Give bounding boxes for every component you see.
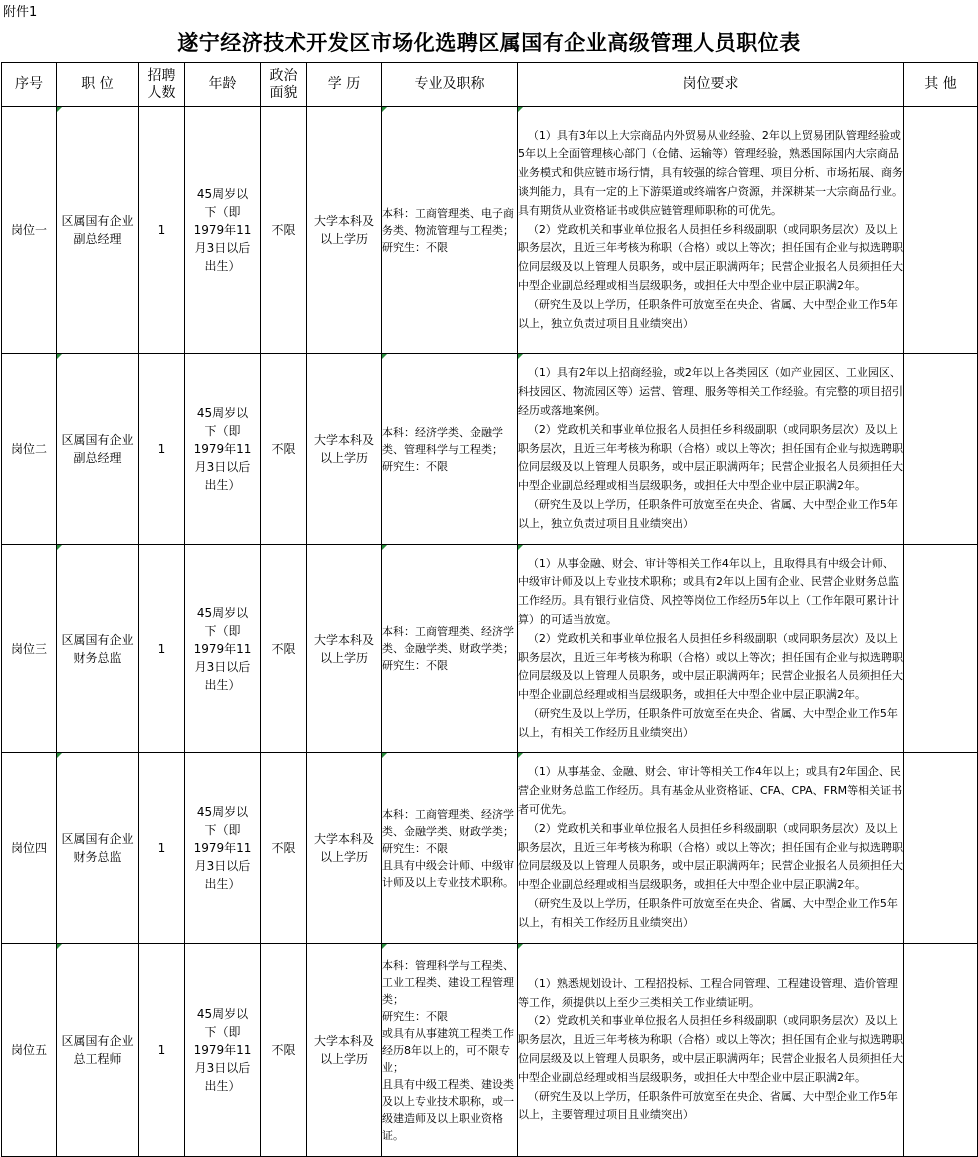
table-row <box>2 753 978 944</box>
row-requirements <box>518 354 904 545</box>
cell-marker <box>57 545 62 550</box>
cell-marker <box>382 545 387 550</box>
row-recruit-count: 1 <box>139 354 185 545</box>
table-body <box>2 107 978 1157</box>
requirement-paragraph: （1）熟悉规划设计、工程招投标、工程合同管理、工程建设管理、造价管理等工作，须提供以上至少三类相关工作业绩证明。 <box>518 976 898 1009</box>
row-other <box>904 545 978 753</box>
requirement-paragraph: （研究生及以上学历，任职条件可放宽至在央企、省属、大中型企业工作5年以上，独立负责过项目且业绩突出） <box>518 497 898 530</box>
header-row <box>2 63 978 107</box>
row-major <box>382 107 518 354</box>
row-recruit-count: 1 <box>139 944 185 1157</box>
requirement-paragraph: （研究生及以上学历，任职条件可放宽至在央企、省属、大中型企业工作5年以上，主要管理过项目且业绩突出） <box>518 1089 898 1122</box>
row-number: 岗位三 <box>2 545 57 753</box>
row-recruit-count: 1 <box>139 753 185 944</box>
cell-marker <box>518 753 523 758</box>
major-line: 本科：经济学类、金融学类、管理科学与工程类； <box>382 425 503 456</box>
row-recruit-count: 1 <box>139 107 185 354</box>
row-position: 区属国有企业副总经理 <box>57 107 139 354</box>
row-age: 45周岁以下（即1979年11月3日以后出生） <box>185 753 261 944</box>
row-requirements <box>518 753 904 944</box>
row-other <box>904 753 978 944</box>
requirement-paragraph: （2）党政机关和事业单位报名人员担任乡科级副职（或同职务层次）及以上职务层次，且近三年考核为称职（合格）或以上等次；担任国有企业与拟选聘职位同层级及以上管理人员职务，或中层正职满两年；民营企业报名人员须担任大中型企业副总经理或相当层级职务，或担任大中型企业中层正职满2年。 <box>518 222 903 292</box>
row-major <box>382 753 518 944</box>
row-political: 不限 <box>261 107 307 354</box>
major-line: 研究生：不限 <box>382 841 448 855</box>
row-political: 不限 <box>261 545 307 753</box>
cell-marker <box>518 354 523 359</box>
cell-marker <box>382 354 387 359</box>
cell-marker <box>382 753 387 758</box>
row-other <box>904 107 978 354</box>
cell-marker <box>518 944 523 949</box>
header-political: 政治 面貌 <box>261 63 307 107</box>
requirement-paragraph: （2）党政机关和事业单位报名人员担任乡科级副职（或同职务层次）及以上职务层次，且近三年考核为称职（合格）或以上等次；担任国有企业与拟选聘职位同层级及以上管理人员职务，或中层正职满两年；民营企业报名人员须担任大中型企业副总经理或相当层级职务，或担任大中型企业中层正职满2年。 <box>518 1014 903 1084</box>
row-position: 区属国有企业总工程师 <box>57 944 139 1157</box>
cell-marker <box>382 944 387 949</box>
row-age: 45周岁以下（即1979年11月3日以后出生） <box>185 354 261 545</box>
row-requirements <box>518 944 904 1157</box>
row-education: 大学本科及以上学历 <box>307 753 382 944</box>
major-line: 研究生：不限 <box>382 240 448 254</box>
requirement-paragraph: （研究生及以上学历，任职条件可放宽至在央企、省属、大中型企业工作5年以上，有相关工作经历且业绩突出） <box>518 896 898 929</box>
row-major <box>382 944 518 1157</box>
table-row <box>2 107 978 354</box>
requirement-paragraph: （研究生及以上学历，任职条件可放宽至在央企、省属、大中型企业工作5年以上，独立负责过项目且业绩突出） <box>518 297 898 330</box>
row-age: 45周岁以下（即1979年11月3日以后出生） <box>185 545 261 753</box>
header-position: 职 位 <box>57 63 139 107</box>
row-other <box>904 944 978 1157</box>
requirement-paragraph: （1）从事金融、财会、审计等相关工作4年以上，且取得具有中级会计师、中级审计师及以上专业技术职称；或具有2年以上国有企业、民营企业财务总监工作经历。具有银行业信贷、风控等岗位工作经历5年以上（工作年限可累计计算）的可适当放宽。 <box>518 556 899 626</box>
row-education: 大学本科及以上学历 <box>307 545 382 753</box>
cell-marker <box>518 545 523 550</box>
major-line: 本科：管理科学与工程类、工业工程类、建设工程管理类； <box>382 958 514 1006</box>
row-position: 区属国有企业财务总监 <box>57 545 139 753</box>
header-recruit-count: 招聘 人数 <box>139 63 185 107</box>
row-recruit-count: 1 <box>139 545 185 753</box>
row-political: 不限 <box>261 753 307 944</box>
requirement-paragraph: （2）党政机关和事业单位报名人员担任乡科级副职（或同职务层次）及以上职务层次，且近三年考核为称职（合格）或以上等次；担任国有企业与拟选聘职位同层级及以上管理人员职务，或中层正职满两年；民营企业报名人员须担任大中型企业副总经理或相当层级职务，或担任大中型企业中层正职满2年。 <box>518 631 903 702</box>
row-number: 岗位四 <box>2 753 57 944</box>
row-other <box>904 354 978 545</box>
cell-marker <box>382 107 387 112</box>
major-line: 且具有中级工程类、建设类及以上专业技术职称，或一级建造师及以上职业资格证。 <box>382 1077 514 1142</box>
major-line: 且具有中级会计师、中级审计师及以上专业技术职称。 <box>382 858 514 889</box>
cell-marker <box>57 944 62 949</box>
row-position: 区属国有企业副总经理 <box>57 354 139 545</box>
requirement-paragraph: （1）具有3年以上大宗商品内外贸易从业经验、2年以上贸易团队管理经验或5年以上全面管理核心部门（仓储、运输等）管理经验，熟悉国际国内大宗商品业务模式和供应链市场行情，具有较强的综合管理、项目分析、市场拓展、商务谈判能力，具有一定的上下游渠道或终端客户资源，并深耕某一大宗商品行业。具有期货从业资格证书或供应链管理师职称的可优先。 <box>518 128 903 217</box>
cell-marker <box>57 753 62 758</box>
row-age: 45周岁以下（即1979年11月3日以后出生） <box>185 107 261 354</box>
row-number: 岗位五 <box>2 944 57 1157</box>
major-line: 研究生：不限 <box>382 1009 448 1023</box>
major-line: 研究生：不限 <box>382 459 448 473</box>
requirement-paragraph: （1）从事基金、金融、财会、审计等相关工作4年以上；或具有2年国企、民营企业财务总监工作经历。具有基金从业资格证、CFA、CPA、FRM等相关证书者可优先。 <box>518 765 903 816</box>
row-education: 大学本科及以上学历 <box>307 944 382 1157</box>
major-line: 或具有从事建筑工程类工作经历8年以上的，可不限专业； <box>382 1026 514 1074</box>
header-other: 其 他 <box>904 63 978 107</box>
row-requirements <box>518 545 904 753</box>
requirement-paragraph: （2）党政机关和事业单位报名人员担任乡科级副职（或同职务层次）及以上职务层次，且近三年考核为称职（合格）或以上等次；担任国有企业与拟选聘职位同层级及以上管理人员职务，或中层正职满两年；民营企业报名人员须担任大中型企业副总经理或相当层级职务，或担任大中型企业中层正职满2年。 <box>518 821 903 892</box>
cell-marker <box>518 107 523 112</box>
row-education: 大学本科及以上学历 <box>307 107 382 354</box>
requirement-paragraph: （2）党政机关和事业单位报名人员担任乡科级副职（或同职务层次）及以上职务层次，且近三年考核为称职（合格）或以上等次；担任国有企业与拟选聘职位同层级及以上管理人员职务，或中层正职满两年；民营企业报名人员须担任大中型企业副总经理或相当层级职务，或担任大中型企业中层正职满2年。 <box>518 422 903 493</box>
major-line: 本科：工商管理类、电子商务类、物流管理与工程类； <box>382 206 514 237</box>
row-major <box>382 354 518 545</box>
requirement-paragraph: （研究生及以上学历，任职条件可放宽至在央企、省属、大中型企业工作5年以上，有相关工作经历且业绩突出） <box>518 706 898 739</box>
header-requirements: 岗位要求 <box>518 63 904 107</box>
row-political: 不限 <box>261 354 307 545</box>
major-line: 本科：工商管理类、经济学类、金融学类、财政学类； <box>382 625 514 655</box>
major-line: 本科：工商管理类、经济学类、金融学类、财政学类； <box>382 807 514 838</box>
row-education: 大学本科及以上学历 <box>307 354 382 545</box>
row-age: 45周岁以下（即1979年11月3日以后出生） <box>185 944 261 1157</box>
requirement-paragraph: （1）具有2年以上招商经验，或2年以上各类园区（如产业园区、工业园区、科技园区、物流园区等）运营、管理、服务等相关工作经验。有完整的项目招引经历或落地案例。 <box>518 366 903 417</box>
position-table <box>1 62 978 1157</box>
row-number: 岗位一 <box>2 107 57 354</box>
attachment-label: 附件1 <box>3 5 38 20</box>
cell-marker <box>57 107 62 112</box>
row-number: 岗位二 <box>2 354 57 545</box>
header-age: 年龄 <box>185 63 261 107</box>
major-line: 研究生：不限 <box>382 659 448 672</box>
header-education: 学 历 <box>307 63 382 107</box>
table-row <box>2 354 978 545</box>
row-political: 不限 <box>261 944 307 1157</box>
row-major <box>382 545 518 753</box>
table-row <box>2 545 978 753</box>
header-major: 专业及职称 <box>382 63 518 107</box>
table-row <box>2 944 978 1157</box>
header-no: 序号 <box>2 63 57 107</box>
row-position: 区属国有企业财务总监 <box>57 753 139 944</box>
cell-marker <box>57 354 62 359</box>
row-requirements <box>518 107 904 354</box>
page-title: 遂宁经济技术开发区市场化选聘区属国有企业高级管理人员职位表 <box>177 31 801 55</box>
